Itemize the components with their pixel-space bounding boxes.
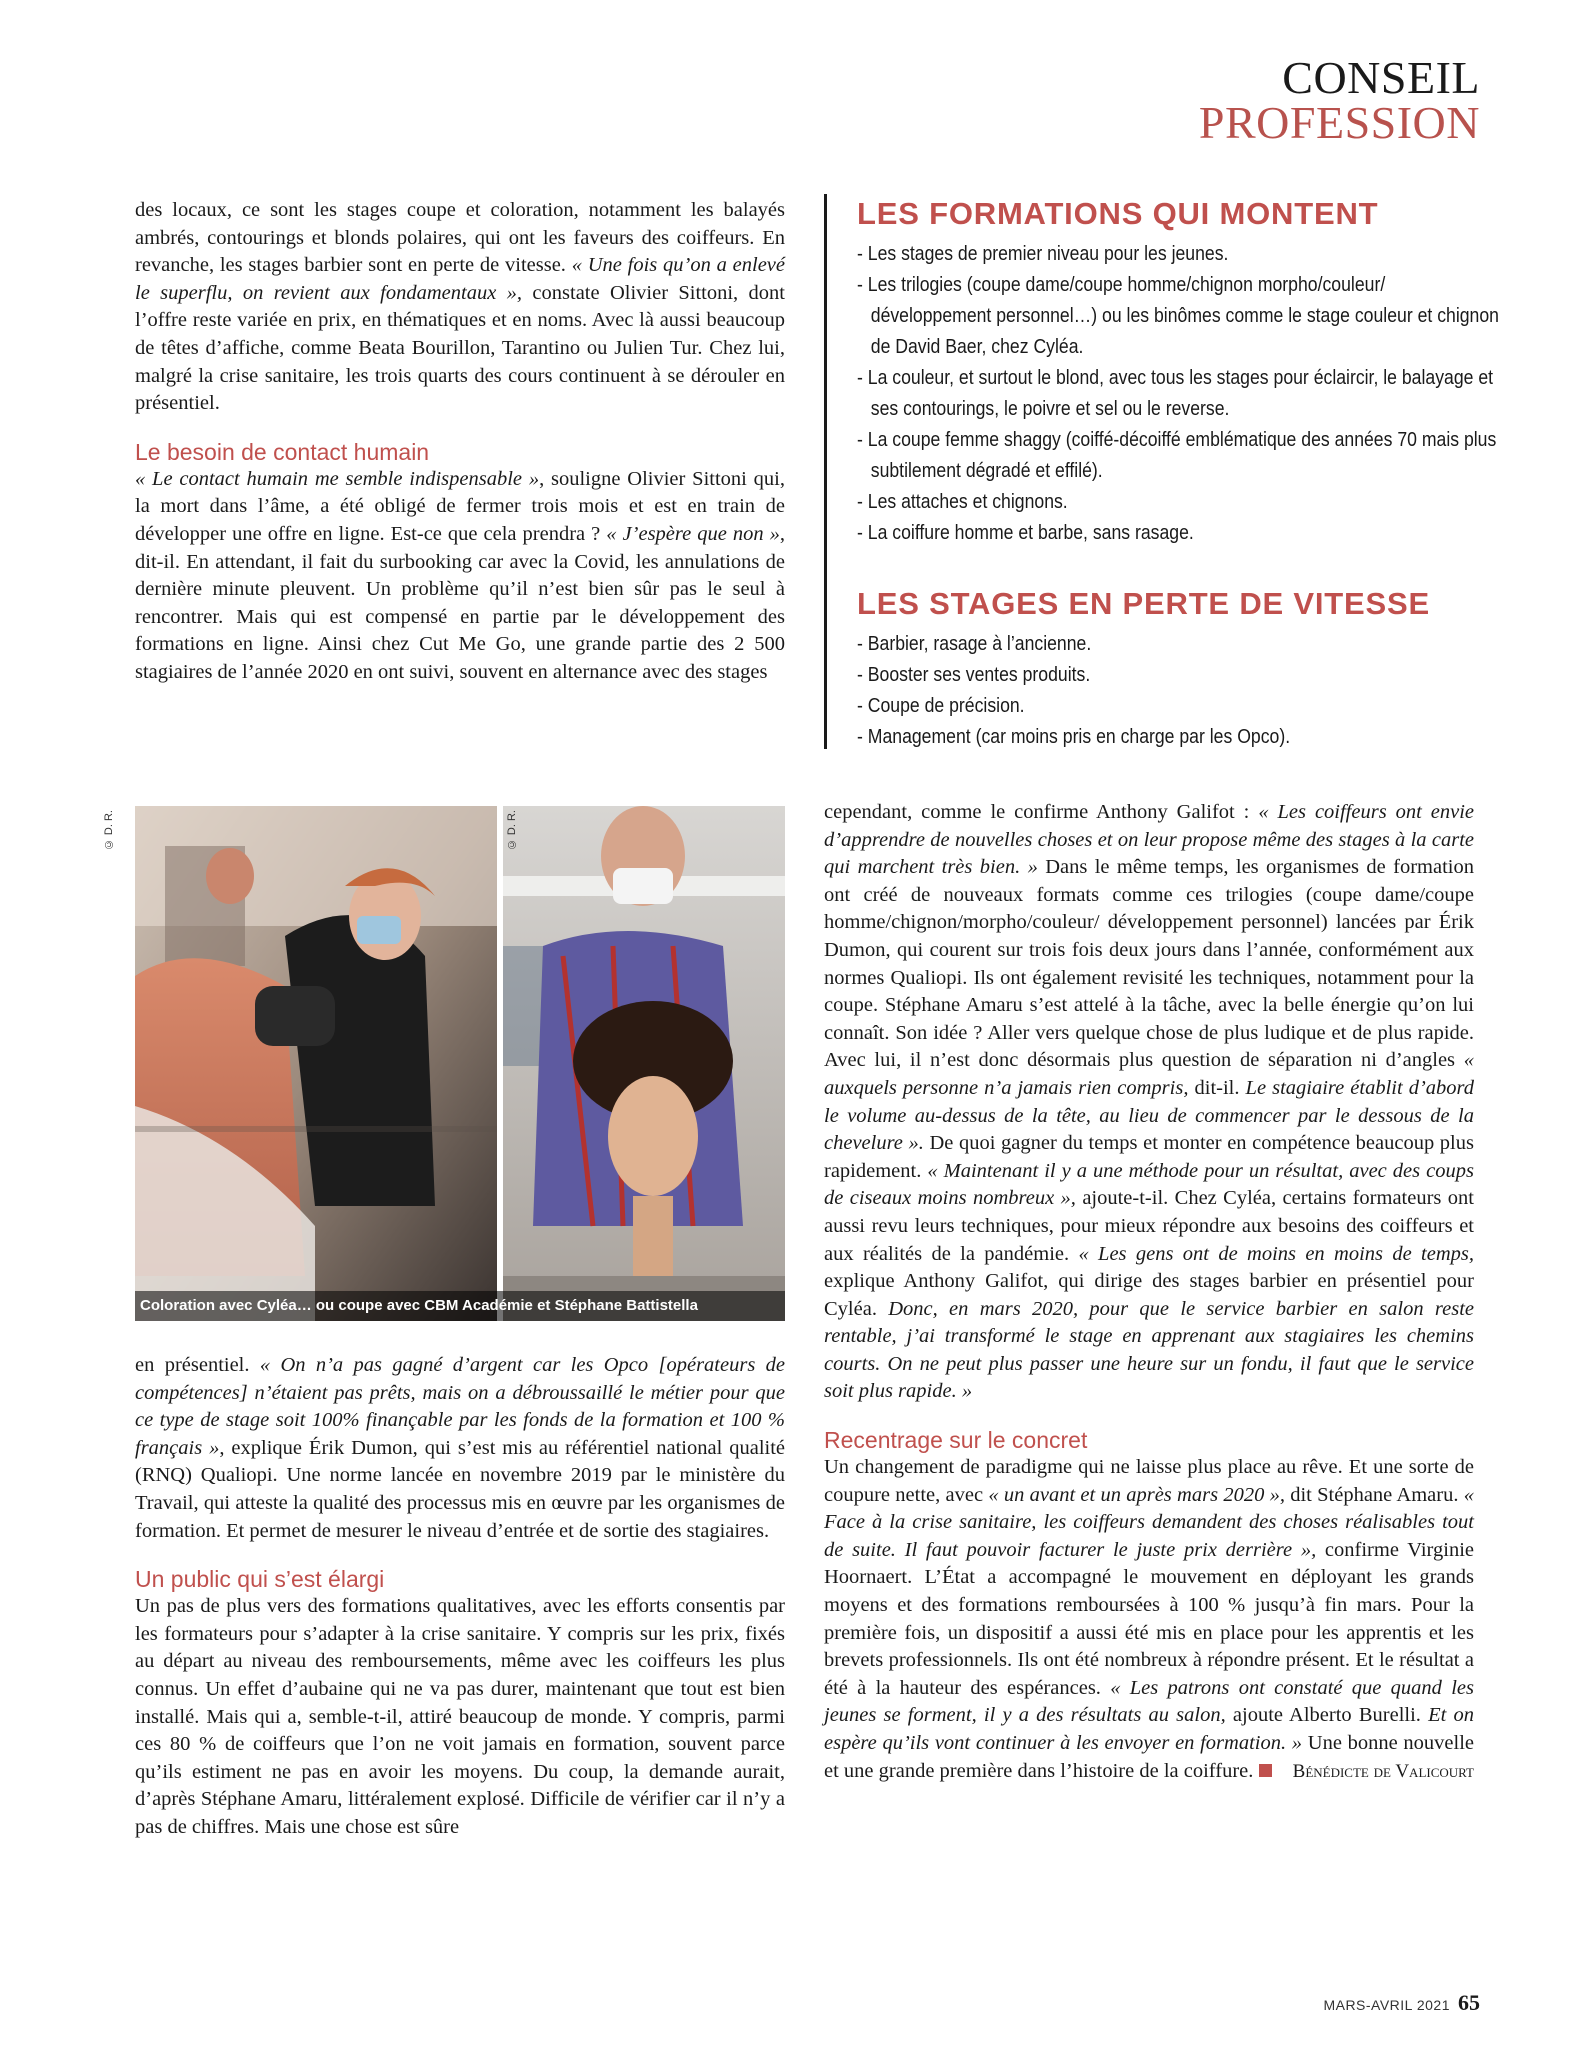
subheading-recentrage: Recentrage sur le concret bbox=[824, 1427, 1088, 1454]
sidebar-title-formations-montent: LES FORMATIONS QUI MONTENT bbox=[857, 196, 1379, 231]
photo-coloration-illustration bbox=[135, 806, 497, 1321]
list-item: - La couleur, et surtout le blond, avec tous les stages pour éclaircir, le balayage et ses contourings, le poivre et sel ou le reverse. bbox=[857, 366, 1494, 420]
list-item: - Coupe de précision. bbox=[857, 694, 1025, 717]
paragraph: Un changement de paradigme qui ne laisse plus place au rêve. Et une sorte de coupure nette, avec « un avant et un après mars 2020 », dit Stéphane Amaru. « Face à la crise sanitaire, les coiffeurs demandent des choses réalisables tout de suite. Il faut pouvoir facturer le juste prix derrière », confirme Virginie Hoornaert. L’État a accompagné le mouvement en déployant les grands moyens et des formations remboursées à 100 % jusqu’à fin mars. Pour la première fois, un dispositif a aussi été mis en place pour les apprentis et les brevets professionnels. Ils ont été nombreux à répondre présent. Et le résultat a été à la hauteur des espérances. « Les patrons ont constaté que quand les jeunes se forment, il y a des résultats au salon, ajoute Alberto Burelli. Et on espère qu’ils vont continuer à les envoyer en formation. » Une bonne nouvelle et une grande première dans l’histoire de la coiffure. Bénédicte de Valicourt bbox=[824, 1454, 1474, 1785]
paragraph: « Le contact humain me semble indispensable », souligne Olivier Sittoni qui, la mort dans l’âme, a été obligé de fermer trois mois et est en train de développer une offre en ligne. Est-ce que cela prendra ? « J’espère que non », dit-il. En attendant, il fait du surbooking car avec la Covid, les annulations de dernière minute pleuvent. Un problème qu’il n’est bien sûr pas le seul à rencontrer. Mais qui est compensé en partie par le développement des formations en ligne. Ainsi chez Cut Me Go, une grande partie des 2 500 stagiaires de l’année 2020 en ont suivi, souvent en alternance avec des stages bbox=[135, 467, 785, 683]
photo-caption: Coloration avec Cyléa… ou coupe avec CBM Académie et Stéphane Battistella bbox=[135, 1291, 785, 1321]
list-item: - Les trilogies (coupe dame/coupe homme/chignon morpho/couleur/ développement personnel…) ou les binômes comme le stage couleur et chignon de David Baer, chez Cyléa. bbox=[857, 273, 1499, 358]
issue-date: MARS-AVRIL 2021 bbox=[1323, 1997, 1450, 2013]
author-byline: Bénédicte de Valicourt bbox=[1292, 1760, 1474, 1782]
paragraph: Un pas de plus vers des formations qualitatives, avec les efforts consentis par les formateurs pour s’adapter à la crise sanitaire. Y compris sur les prix, fixés au départ au niveau des remboursements, même avec les coiffeurs les plus connus. Un effet d’aubaine qui ne va pas durer, maintenant que tout est bien installé. Mais qui a, semble-t-il, attiré beaucoup de monde. Y compris, parmi ces 80 % de coiffeurs que l’on ne voit jamais en formation, souvent parce qu’ils estiment ne pas en avoir les moyens. Du coup, la demande aurait, d’après Stéphane Amaru, littéralement explosé. Difficile de vérifier car il n’y a pas de chiffres. Mais une chose est sûre bbox=[135, 1595, 785, 1838]
paragraph: cependant, comme le confirme Anthony Galifot : « Les coiffeurs ont envie d’apprendre de nouvelles choses et on leur propose même des stages à la carte qui marchent très bien. » Dans le même temps, les organismes de formation ont créé de nouveaux formats comme ces trilogies (coupe dame/coupe homme/chignon/morpho/couleur/ développement personnel) lancées par Érik Dumon, qui courent sur trois fois deux jours dans l’année, conformément aux normes Qualiopi. Ils ont également revisité les techniques, notamment pour la coupe. Stéphane Amaru s’est attelé à la tâche, avec la belle énergie qu’on lui connaît. Son idée ? Aller vers quelque chose de plus ludique et de plus rapide. Avec lui, il n’est donc désormais plus question de séparation ni d’angles « auxquels personne n’a jamais rien compris, dit-il. Le stagiaire établit d’abord le volume au-dessus de la tête, au lieu de commencer par le dessous de la chevelure ». De quoi gagner du temps et monter en compétence beaucoup plus rapidement. « Maintenant il y a une méthode pour un résultat, avec des coups de ciseaux moins nombreux », ajoute-t-il. Chez Cyléa, certains formateurs ont aussi revu leurs techniques, pour mieux répondre aux besoins des coiffeurs et aux réalités de la pandémie. « Les gens ont de moins en moins de temps, explique Anthony Galifot, qui dirige des stages barbier en présentiel pour Cyléa. Donc, en mars 2020, pour que le service barbier en salon reste rentable, j’ai transformé le stage en apprenant aux stagiaires les chemins courts. On ne peut plus passer une heure sur un fondu, il faut que le service soit plus rapide. » bbox=[824, 801, 1475, 1403]
end-mark-icon bbox=[1259, 1764, 1272, 1777]
section-header bbox=[1198, 52, 1480, 148]
section-title-profession: PROFESSION bbox=[1198, 97, 1480, 148]
sidebar-title-perte-vitesse: LES STAGES EN PERTE DE VITESSE bbox=[857, 586, 1430, 621]
subheading-public-elargi: Un public qui s’est élargi bbox=[135, 1566, 385, 1593]
list-item: - Les stages de premier niveau pour les jeunes. bbox=[857, 242, 1229, 265]
column2-text bbox=[824, 799, 1474, 1785]
list-item: - La coiffure homme et barbe, sans rasage. bbox=[857, 521, 1194, 544]
photo-coloration bbox=[135, 806, 497, 1321]
page-number: 65 bbox=[1458, 1990, 1480, 2015]
photo-credit-2: © D. R. bbox=[506, 810, 518, 851]
sidebar-list-perte bbox=[857, 628, 1511, 752]
subheading-contact-humain: Le besoin de contact humain bbox=[135, 438, 430, 465]
photo-coupe-illustration bbox=[503, 806, 785, 1321]
paragraph: des locaux, ce sont les stages coupe et coloration, notamment les balayés ambrés, contourings et blonds polaires, qui ont les faveurs des coiffeurs. En revanche, les stages barbier sont en perte de vitesse. « Une fois qu’on a enlevé le superflu, on revient aux fondamentaux », constate Olivier Sittoni, dont l’offre reste variée en prix, en thématiques et en noms. Avec là aussi beaucoup de têtes d’affiche, comme Beata Bourillon, Tarantino ou Julien Tur. Chez lui, malgré la crise sanitaire, les trois quarts des cours continuent à se dérouler en présentiel. bbox=[135, 199, 785, 415]
list-item: - Management (car moins pris en charge par les Opco). bbox=[857, 725, 1291, 748]
photo-credit-1: © D. R. bbox=[103, 810, 115, 851]
list-item: - Barbier, rasage à l’ancienne. bbox=[857, 632, 1092, 655]
list-item: - Booster ses ventes produits. bbox=[857, 663, 1091, 686]
column1-top-text bbox=[135, 197, 785, 687]
list-item: - La coupe femme shaggy (coiffé-décoiffé emblématique des années 70 mais plus subtilement dégradé et effilé). bbox=[857, 428, 1497, 482]
column1-bottom-text bbox=[135, 1352, 785, 1842]
sidebar-list-montent bbox=[857, 238, 1511, 548]
page-footer bbox=[1323, 1990, 1480, 2016]
list-item: - Les attaches et chignons. bbox=[857, 490, 1068, 513]
photo-coupe bbox=[503, 806, 785, 1321]
paragraph: en présentiel. « On n’a pas gagné d’argent car les Opco [opérateurs de compétences] n’étaient pas prêts, mais on a débroussaillé le métier pour que ce type de stage soit 100% finançable par les fonds de la formation et 100 % français », explique Érik Dumon, qui s’est mis au référentiel national qualité (RNQ) Qualiopi. Une norme lancée en novembre 2019 par le ministère du Travail, qui atteste la qualité des processus mis en œuvre par les organismes de formation. Et permet de mesurer le niveau d’entrée et de sortie des stagiaires. bbox=[135, 1354, 785, 1542]
sidebar-box bbox=[824, 194, 1519, 749]
section-title-conseil: CONSEIL bbox=[1282, 52, 1480, 103]
photo-panel bbox=[103, 806, 785, 1321]
